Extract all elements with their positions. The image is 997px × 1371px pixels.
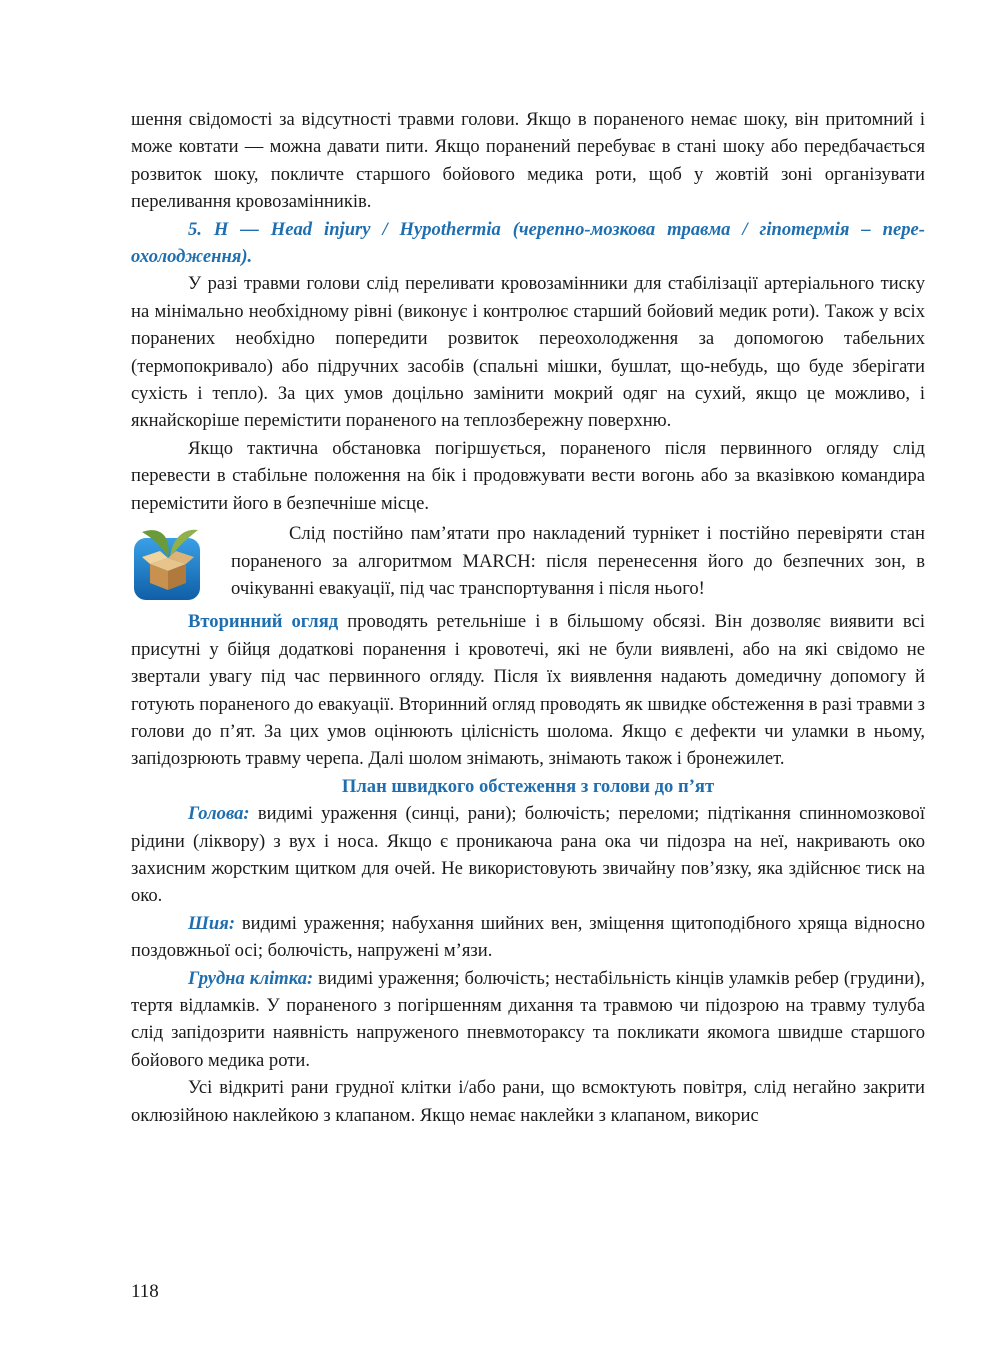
paragraph-tactical: Якщо тактична обстановка погіршується, пораненого після первинного огляду слід перевести в стабільне положення на бік і продовжувати вести вогонь або за вказівкою командира перемістити його в безпечніше місце. [131, 437, 925, 514]
chest-text: видимі ураження; болючість; нестабільність кінців уламків ребер (грудини), тертя відламків. У пораненого з погіршенням дихання та травмою чи підозрою на травму тулуба слід запідозрити наявність напруженого пневмотораксу та покликати якомога швидше старшого бойового медика роти. [131, 967, 926, 1071]
paragraph-secondary-survey [131, 608, 925, 772]
paragraph-neck [131, 910, 925, 965]
section-heading-head-injury [131, 216, 925, 271]
paragraph-chest [131, 965, 925, 1075]
term-chest: Грудна клітка: [188, 967, 314, 989]
reminder-note [131, 520, 925, 602]
section-heading-text: 5. H — Head injury / Hypothermia (черепно-мозкова травма / гіпотермія – переохолодження). [131, 218, 925, 268]
plan-title: План швидкого обстеження з голови до п’ят [341, 775, 715, 797]
paragraph-open-wounds: Усі відкриті рани грудної клітки і/або рани, що всмоктують повітря, слід негайно закрити оклюзійною наклейкою з клапаном. Якщо немає наклейки з клапаном, викорис [131, 1077, 925, 1126]
page-body [131, 106, 925, 1129]
secondary-survey-text: проводять ретельніше і в більшому обсязі. Він дозволяє виявити всі присутні у бійця додаткові поранення і кровотечі, які не були виявлені, або на які свідомо не звертали увагу під час первинного огляду. Після їх виявлення надають домедичну допомогу й готують пораненого до евакуації. Вторинний огляд проводять як швидке обстеження в разі травми з голови до п’ят. За цих умов оцінюють цілісність шолома. Якщо є дефекти чи уламки в ньому, запідозрюють травму черепа. Далі шолом знімають, знімають також і бронежилет. [131, 611, 925, 770]
term-neck: Шия: [188, 912, 236, 934]
open-box-with-quills-icon [128, 524, 208, 604]
page-number: 118 [131, 1281, 159, 1302]
term-secondary-survey: Вторинний огляд [188, 611, 339, 633]
paragraph-head-trauma: У разі травми голови слід переливати кровозамінники для стабілізації артеріального тиску на мінімально необхідному рівні (виконує і контролює старший бойовий медик роти). Також у всіх поранених необхідно попередити розвиток переохолодження за допомогою табельних (термопокривало) або підручних засобів (спальні мішки, бушлат, що-небудь, що буде зберігати сухість і тепло). За цих умов доцільно замінити мокрий одяг на сухий, якщо це можливо, і якнайскоріше перемістити пораненого на теплозбережну поверхню. [131, 273, 925, 432]
note-text: Слід постійно пам’ятати про накладений турнікет і постійно перевіряти стан пораненого за алгоритмом MARCH: після перенесення його до безпечних зон, в очікуванні евакуації, під час транспортування і після нього! [231, 523, 925, 599]
head-text: видимі ураження (синці, рани); болючість; переломи; підтікання спинномозкової рідини (ліквору) з вух і носа. Якщо є проникаюча рана ока чи підозра на неї, накривають око захисним жорстким щитком для очей. Не використовують звичайну пов’язку, яка здійснює тиск на око. [131, 803, 925, 907]
neck-text: видимі ураження; набухання шийних вен, зміщення щитоподібного хряща відносно поздовжньої осі; болючість, напружені м’язи. [131, 912, 925, 962]
term-head: Голова: [188, 803, 250, 825]
paragraph-intro: шення свідомості за відсутності травми голови. Якщо в пораненого немає шоку, він притомний і може ковтати — можна давати пити. Якщо поранений перебуває в стані шоку або передбачається розвиток шоку, покличте старшого бойового медика роти, щоб у жовтій зоні організувати переливання кровозамінників. [131, 109, 925, 213]
paragraph-head [131, 800, 925, 910]
